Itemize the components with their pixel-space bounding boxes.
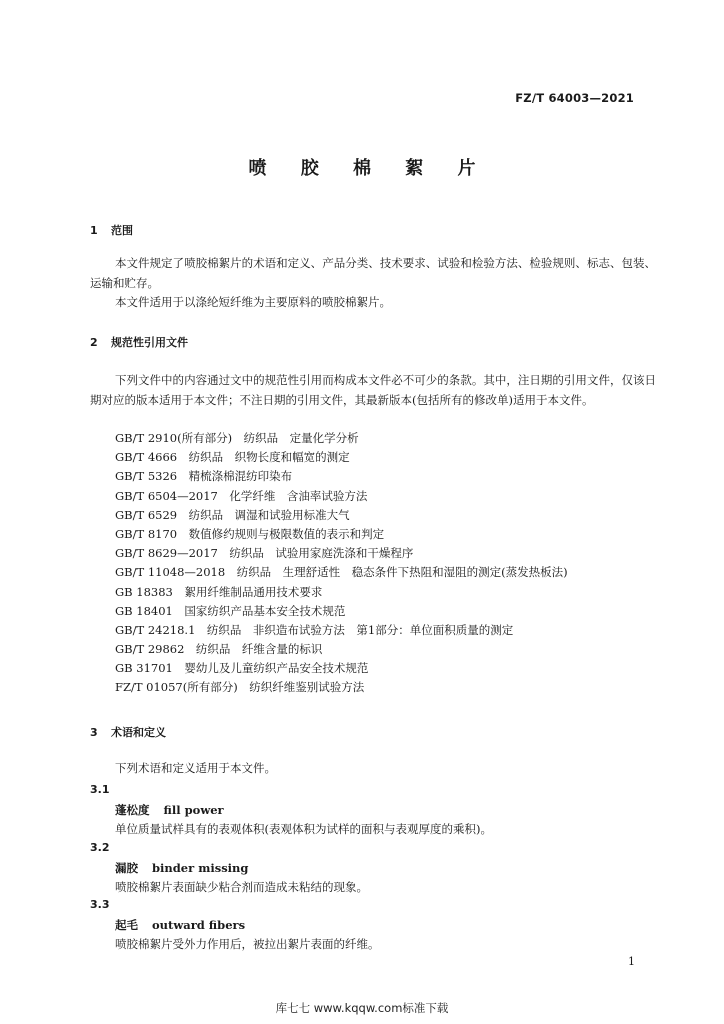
term-number: 3.3 xyxy=(90,898,110,911)
section-3-heading xyxy=(90,724,166,740)
reference-item: GB 18401 国家纺织产品基本安全技术规范 xyxy=(115,603,346,618)
reference-item: GB/T 4666 纺织品 织物长度和幅宽的测定 xyxy=(115,450,350,465)
term-zh: 漏胶 xyxy=(115,861,138,875)
term-zh: 起毛 xyxy=(115,918,138,932)
page-number: 1 xyxy=(628,955,635,968)
reference-item: GB/T 5326 精梳涤棉混纺印染布 xyxy=(115,469,293,484)
reference-item: GB/T 11048—2018 纺织品 生理舒适性 稳态条件下热阻和湿阻的测定(蒸发热板法) xyxy=(115,565,568,580)
reference-item: GB/T 8629—2017 纺织品 试验用家庭洗涤和干燥程序 xyxy=(115,546,414,561)
section-number: 2 xyxy=(90,336,98,349)
section-number: 1 xyxy=(90,224,98,237)
section-1-heading xyxy=(90,222,133,238)
reference-item: GB 18383 絮用纤维制品通用技术要求 xyxy=(115,584,323,599)
references-intro: 下列文件中的内容通过文中的规范性引用而构成本文件必不可少的条款。其中，注日期的引用文件，仅该日期对应的版本适用于本文件；不注日期的引用文件，其最新版本(包括所有的修改单)适用于本文件。 xyxy=(90,373,656,407)
term-definition: 喷胶棉絮片受外力作用后，被拉出絮片表面的纤维。 xyxy=(115,937,380,951)
reference-item: GB/T 2910(所有部分) 纺织品 定量化学分析 xyxy=(115,431,359,445)
document-title: 喷 胶 棉 絮 片 xyxy=(248,158,490,179)
terms-intro: 下列术语和定义适用于本文件。 xyxy=(115,761,276,775)
reference-item: GB/T 8170 数值修约规则与极限数值的表示和判定 xyxy=(115,526,385,541)
section-2-heading xyxy=(90,334,188,350)
reference-item: GB/T 6529 纺织品 调湿和试验用标准大气 xyxy=(115,507,350,522)
reference-list xyxy=(115,429,568,698)
term-en: binder missing xyxy=(152,861,249,875)
section-title: 规范性引用文件 xyxy=(111,336,188,349)
reference-item: GB/T 24218.1 纺织品 非织造布试验方法 第1部分：单位面积质量的测定 xyxy=(115,622,514,637)
reference-item: GB/T 29862 纺织品 纤维含量的标识 xyxy=(115,642,323,657)
term-en: outward fibers xyxy=(152,918,246,932)
term-definition: 单位质量试样具有的表观体积(表观体积为试样的面积与表观厚度的乘积)。 xyxy=(115,822,492,836)
scope-paragraph: 本文件规定了喷胶棉絮片的术语和定义、产品分类、技术要求、试验和检验方法、检验规则、标志、包装、运输和贮存。 xyxy=(90,256,656,290)
term-entry xyxy=(115,802,224,818)
term-number: 3.1 xyxy=(90,783,110,796)
term-zh: 蓬松度 xyxy=(115,803,150,817)
term-entry xyxy=(115,860,248,876)
term-number: 3.2 xyxy=(90,841,110,854)
standard-code: FZ/T 64003—2021 xyxy=(515,91,634,105)
term-definition: 喷胶棉絮片表面缺少粘合剂而造成未粘结的现象。 xyxy=(115,880,368,894)
reference-item: GB 31701 婴幼儿及儿童纺织产品安全技术规范 xyxy=(115,661,369,676)
section-number: 3 xyxy=(90,726,98,739)
section-title: 术语和定义 xyxy=(111,726,166,739)
scope-applicability: 本文件适用于以涤纶短纤维为主要原料的喷胶棉絮片。 xyxy=(115,295,391,309)
reference-item: GB/T 6504—2017 化学纤维 含油率试验方法 xyxy=(115,488,368,503)
watermark-link[interactable]: 库七七 www.kqqw.com标准下载 xyxy=(275,1001,449,1015)
term-en: fill power xyxy=(163,803,224,817)
term-entry xyxy=(115,917,245,933)
section-title: 范围 xyxy=(111,224,133,237)
reference-item: FZ/T 01057(所有部分) 纺织纤维鉴别试验方法 xyxy=(115,680,365,695)
